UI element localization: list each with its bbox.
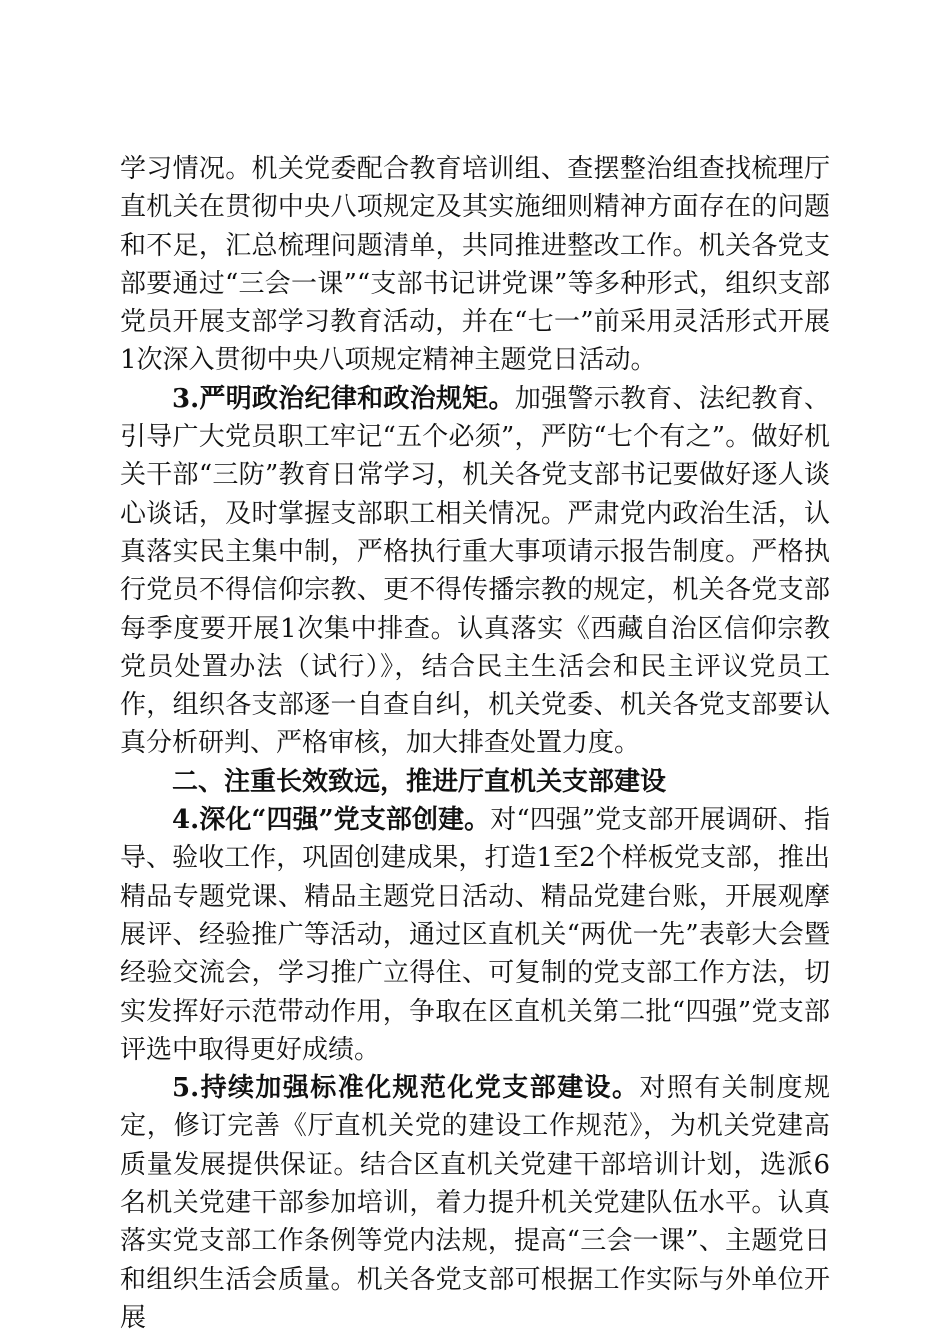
paragraph-continuation: [120, 150, 830, 380]
section-heading-2: 二、注重长效致远，推进厅直机关支部建设: [172, 766, 667, 797]
paragraph-item-4: [120, 801, 830, 1069]
item-5-text: 对照有关制度规定，修订完善《厅直机关党的建设工作规范》，为机关党建高质量发展提供保证。结合区直机关党建干部培训计划，选派6名机关党建干部参加培训，着力提升机关党建队伍水平。认真落实党支部工作条例等党内法规，提高“三会一课”、主题党日和组织生活会质量。机关各党支部可根据工作实际与外单位开展: [120, 1073, 830, 1333]
item-4-lead: 4.深化“四强”党支部创建。: [172, 805, 491, 836]
item-5-lead: 5.持续加强标准化规范化党支部建设。: [172, 1073, 640, 1104]
paragraph-item-3: [120, 380, 830, 763]
item-4-text: 对“四强”党支部开展调研、指导、验收工作，巩固创建成果，打造1至2个样板党支部，推出精品专题党课、精品主题党日活动、精品党建台账，开展观摩展评、经验推广等活动，通过区直机关“两优一先”表彰大会暨经验交流会，学习推广立得住、可复制的党支部工作方法，切实发挥好示范带动作用，争取在区直机关第二批“四强”党支部评选中取得更好成绩。: [120, 805, 830, 1065]
paragraph-item-5: [120, 1069, 830, 1337]
document-page: [120, 150, 830, 1337]
item-3-lead: 3.严明政治纪律和政治规矩。: [172, 383, 515, 414]
item-3-text: 加强警示教育、法纪教育、引导广大党员职工牢记“五个必须”，严防“七个有之”。做好机关干部“三防”教育日常学习，机关各党支部书记要做好逐人谈心谈话，及时掌握支部职工相关情况。严肃党内政治生活，认真落实民主集中制，严格执行重大事项请示报告制度。严格执行党员不得信仰宗教、更不得传播宗教的规定，机关各党支部每季度要开展1次集中排查。认真落实《西藏自治区信仰宗教党员处置办法（试行）》，结合民主生活会和民主评议党员工作，组织各支部逐一自查自纠，机关党委、机关各党支部要认真分析研判、严格审核，加大排查处置力度。: [120, 383, 830, 759]
paragraph-text: 学习情况。机关党委配合教育培训组、查摆整治组查找梳理厅直机关在贯彻中央八项规定及其实施细则精神方面存在的问题和不足，汇总梳理问题清单，共同推进整改工作。机关各党支部要通过“三会一课”“支部书记讲党课”等多种形式，组织支部党员开展支部学习教育活动，并在“七一”前采用灵活形式开展1次深入贯彻中央八项规定精神主题党日活动。: [120, 154, 830, 376]
